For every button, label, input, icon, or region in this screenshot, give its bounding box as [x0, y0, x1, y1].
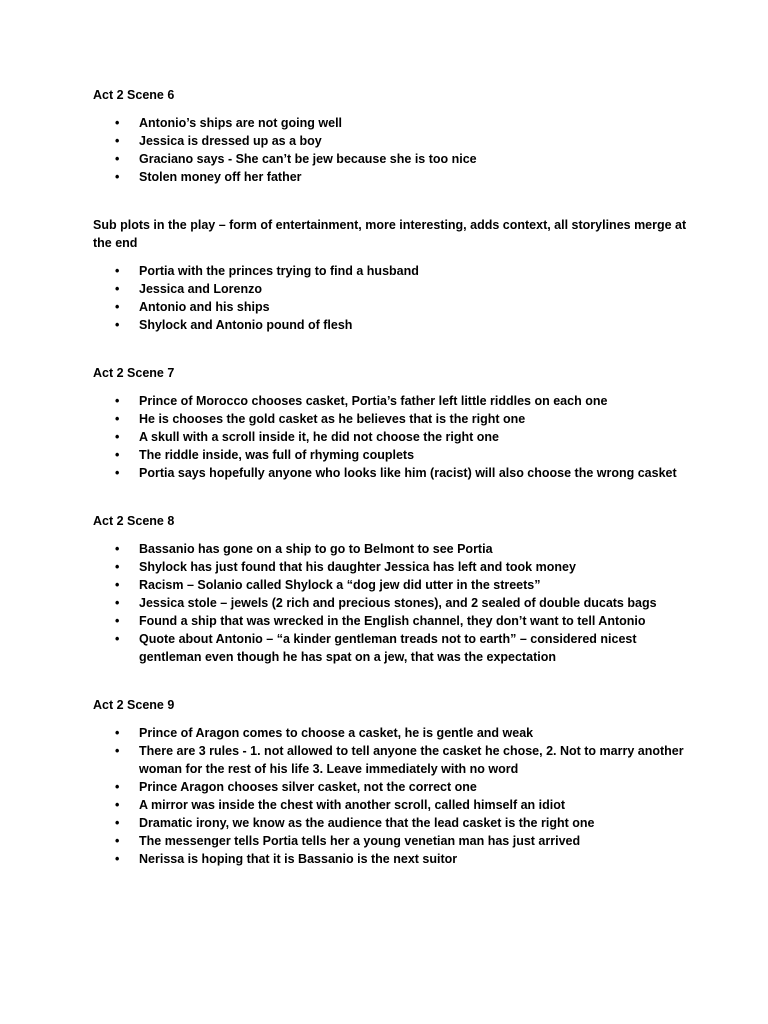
list-item	[115, 150, 698, 168]
section-act2-scene7	[93, 364, 698, 482]
bullet-icon: •	[115, 282, 120, 296]
list-item-text: The riddle inside, was full of rhyming couplets	[139, 448, 415, 462]
bullet-icon: •	[115, 430, 120, 444]
list-item-text: A mirror was inside the chest with another scroll, called himself an idiot	[139, 798, 566, 812]
bullet-icon: •	[115, 632, 120, 646]
list-item-text: Shylock and Antonio pound of flesh	[139, 318, 353, 332]
list-item	[115, 814, 698, 832]
bullet-icon: •	[115, 780, 120, 794]
list-item-text: He is chooses the gold casket as he believes that is the right one	[139, 412, 526, 426]
list-item	[115, 428, 698, 446]
list-item-text: A skull with a scroll inside it, he did not choose the right one	[139, 430, 499, 444]
list-item	[115, 630, 698, 666]
list-item-text: Prince of Morocco chooses casket, Portia’s father left little riddles on each one	[139, 394, 608, 408]
list-item	[115, 316, 698, 334]
list-item	[115, 410, 698, 428]
bullet-icon: •	[115, 744, 120, 758]
section-sub-plots	[93, 216, 698, 334]
bullet-icon: •	[115, 448, 120, 462]
list-item-text: Stolen money off her father	[139, 170, 302, 184]
list-item-text: The messenger tells Portia tells her a young venetian man has just arrived	[139, 834, 581, 848]
bullet-icon: •	[115, 798, 120, 812]
list-item	[115, 558, 698, 576]
bullet-icon: •	[115, 318, 120, 332]
list-item	[115, 540, 698, 558]
bullet-icon: •	[115, 412, 120, 426]
list-item	[115, 280, 698, 298]
bullet-list	[93, 262, 698, 334]
bullet-icon: •	[115, 542, 120, 556]
bullet-icon: •	[115, 614, 120, 628]
list-item	[115, 132, 698, 150]
section-heading: Act 2 Scene 8	[93, 514, 175, 528]
bullet-icon: •	[115, 116, 120, 130]
list-item	[115, 742, 698, 778]
list-item	[115, 796, 698, 814]
bullet-icon: •	[115, 152, 120, 166]
list-item	[115, 446, 698, 464]
bullet-icon: •	[115, 852, 120, 866]
list-item-text: Graciano says - She can’t be jew because she is too nice	[139, 152, 477, 166]
list-item	[115, 850, 698, 868]
list-item-text: Portia says hopefully anyone who looks like him (racist) will also choose the wrong casket	[139, 466, 677, 480]
list-item-text: Jessica and Lorenzo	[139, 282, 262, 296]
bullet-icon: •	[115, 816, 120, 830]
list-item	[115, 724, 698, 742]
list-item	[115, 262, 698, 280]
list-item-text: Nerissa is hoping that it is Bassanio is the next suitor	[139, 852, 458, 866]
list-item	[115, 168, 698, 186]
list-item	[115, 298, 698, 316]
list-item-text: Antonio’s ships are not going well	[139, 116, 343, 130]
list-item-text: Prince of Aragon comes to choose a casket, he is gentle and weak	[139, 726, 534, 740]
list-item-text: Racism – Solanio called Shylock a “dog jew did utter in the streets”	[139, 578, 541, 592]
list-item	[115, 832, 698, 850]
list-item-text: Shylock has just found that his daughter Jessica has left and took money	[139, 560, 576, 574]
list-item	[115, 392, 698, 410]
bullet-list	[93, 724, 698, 868]
section-act2-scene9	[93, 696, 698, 868]
section-heading: Act 2 Scene 7	[93, 366, 175, 380]
list-item-text: Dramatic irony, we know as the audience that the lead casket is the right one	[139, 816, 595, 830]
bullet-list	[93, 114, 698, 186]
bullet-list	[93, 540, 698, 666]
bullet-icon: •	[115, 466, 120, 480]
section-heading: Act 2 Scene 6	[93, 88, 175, 102]
list-item-text: There are 3 rules - 1. not allowed to tell anyone the casket he chose, 2. Not to marry another woman for the rest of his life 3. Leave immediately with no word	[139, 744, 684, 776]
section-heading: Sub plots in the play – form of entertainment, more interesting, adds context, all storylines merge at the end	[93, 218, 687, 250]
list-item-text: Found a ship that was wrecked in the English channel, they don’t want to tell Antonio	[139, 614, 646, 628]
bullet-icon: •	[115, 170, 120, 184]
list-item	[115, 612, 698, 630]
list-item-text: Quote about Antonio – “a kinder gentleman treads not to earth” – considered nicest gentleman even though he has spat on a jew, that was the expectation	[139, 632, 637, 664]
list-item-text: Jessica stole – jewels (2 rich and precious stones), and 2 sealed of double ducats bags	[139, 596, 657, 610]
section-heading: Act 2 Scene 9	[93, 698, 175, 712]
bullet-icon: •	[115, 134, 120, 148]
bullet-icon: •	[115, 394, 120, 408]
list-item	[115, 464, 698, 482]
list-item-text: Bassanio has gone on a ship to go to Belmont to see Portia	[139, 542, 493, 556]
bullet-list	[93, 392, 698, 482]
list-item-text: Portia with the princes trying to find a husband	[139, 264, 419, 278]
bullet-icon: •	[115, 578, 120, 592]
bullet-icon: •	[115, 596, 120, 610]
bullet-icon: •	[115, 834, 120, 848]
list-item	[115, 114, 698, 132]
bullet-icon: •	[115, 726, 120, 740]
list-item	[115, 594, 698, 612]
list-item-text: Jessica is dressed up as a boy	[139, 134, 322, 148]
bullet-icon: •	[115, 300, 120, 314]
bullet-icon: •	[115, 560, 120, 574]
section-act2-scene8	[93, 512, 698, 666]
list-item-text: Antonio and his ships	[139, 300, 270, 314]
bullet-icon: •	[115, 264, 120, 278]
section-act2-scene6	[93, 86, 698, 186]
list-item	[115, 778, 698, 796]
list-item	[115, 576, 698, 594]
list-item-text: Prince Aragon chooses silver casket, not the correct one	[139, 780, 477, 794]
